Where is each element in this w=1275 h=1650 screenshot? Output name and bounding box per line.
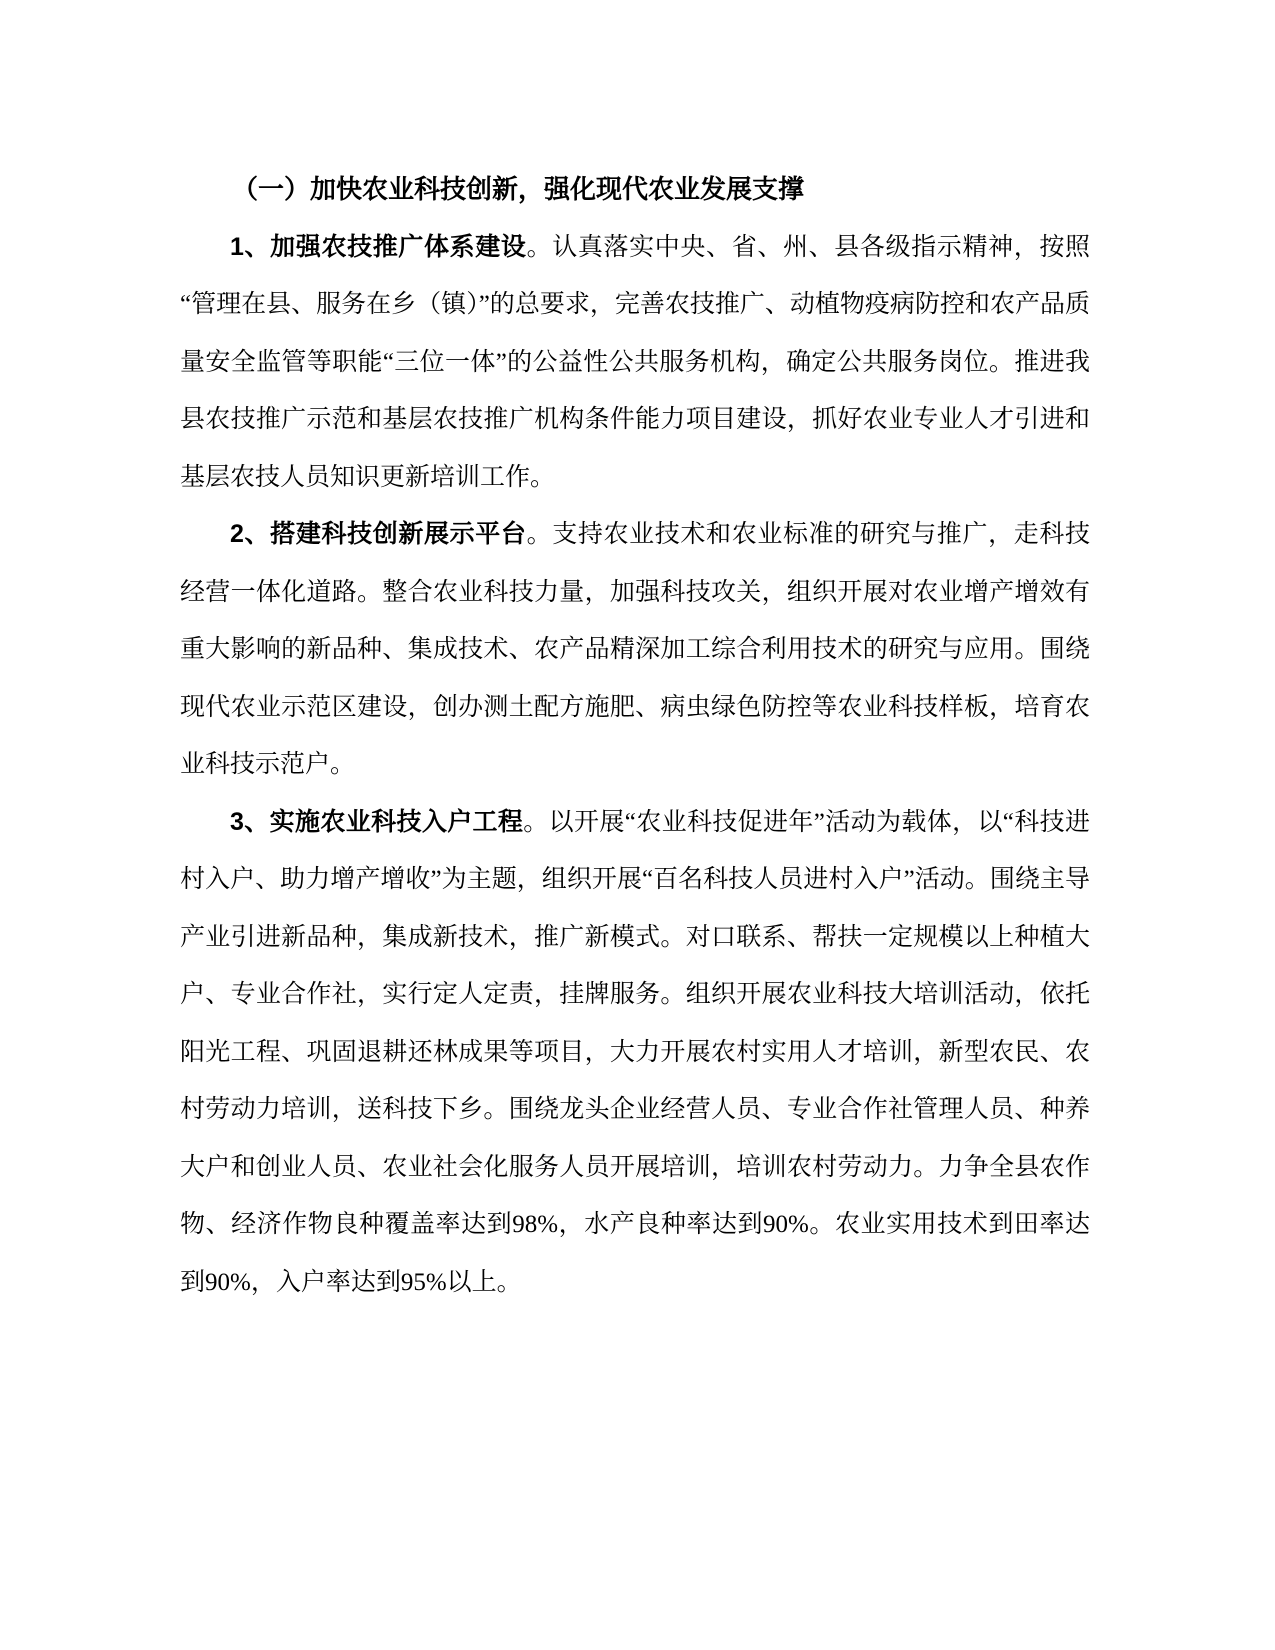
paragraph-2-lead: 2、搭建科技创新展示平台 [230,520,527,548]
paragraph-3-lead: 3、实施农业科技入户工程 [230,807,524,836]
paragraph-2-text: 。支持农业技术和农业标准的研究与推广，走科技经营一体化道路。整合农业科技力量，加强科技攻关，组织开展对农业增产增效有重大影响的新品种、集成技术、农产品精深加工综合利用技术的研究与应用。围绕现代农业示范区建设，创办测土配方施肥、病虫绿色防控等农业科技样板，培育农业科技示范户。 [180,521,1090,778]
paragraph-3-text: 。以开展“农业科技促进年”活动为载体，以“科技进村入户、助力增产增收”为主题，组织开展“百名科技人员进村入户”活动。围绕主导产业引进新品种，集成新技术，推广新模式。对口联系、帮扶一定规模以上种植大户、专业合作社，实行定人定责，挂牌服务。组织开展农业科技大培训活动，依托阳光工程、巩固退耕还林成果等项目，大力开展农村实用人才培训，新型农民、农村劳动力培训，送科技下乡。围绕龙头企业经营人员、专业合作社管理人员、种养大户和创业人员、农业社会化服务人员开展培训，培训农村劳动力。力争全县农作物、经济作物良种覆盖率达到98%，水产良种率达到90%。农业实用技术到田率达到90%，入户率达到95%以上。 [180,808,1090,1296]
section-heading: （一）加快农业科技创新，强化现代农业发展支撑 [232,174,805,204]
paragraph-1-lead: 1、加强农技推广体系建设 [230,232,527,261]
paragraph-1 [180,219,1090,507]
document-body [180,161,1090,1311]
paragraph-2 [180,506,1090,794]
paragraph-1-text: 。认真落实中央、省、州、县各级指示精神，按照“管理在县、服务在乡（镇）”的总要求，完善农技推广、动植物疫病防控和农产品质量安全监管等职能“三位一体”的公益性公共服务机构，确定公共服务岗位。推进我县农技推广示范和基层农技推广机构条件能力项目建设，抓好农业专业人才引进和基层农技人员知识更新培训工作。 [180,233,1090,491]
paragraph-3 [180,794,1090,1312]
